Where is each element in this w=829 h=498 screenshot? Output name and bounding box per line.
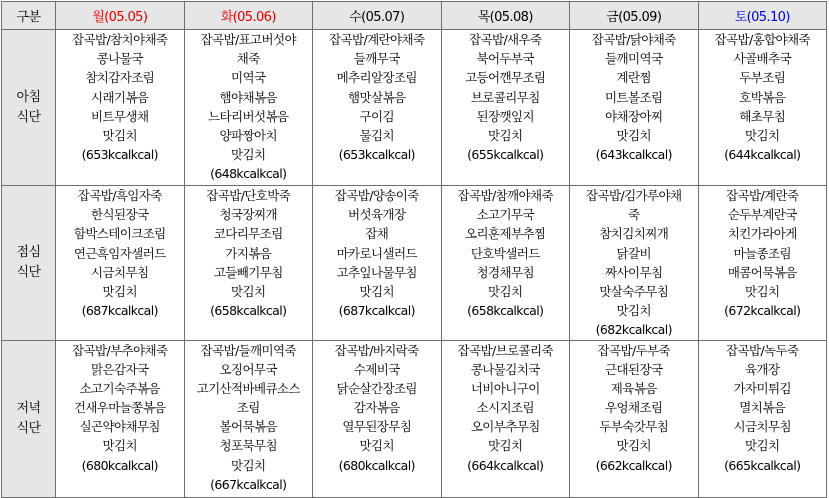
menu-item: 오징어무국 — [219, 361, 277, 377]
menu-item: 건새우마늘쫑볶음 — [73, 400, 166, 416]
menu-item: (667kcalkcal) — [210, 476, 287, 492]
menu-item: 근대된장국 — [605, 361, 663, 377]
meal-label-line: 저녁 — [16, 400, 41, 416]
meal-label-line: 식단 — [16, 264, 41, 280]
menu-item: 닭순살간장조림 — [336, 380, 417, 396]
menu-item: 맛김치 — [231, 283, 266, 299]
menu-cell — [698, 30, 827, 186]
menu-item: 맛김치 — [359, 438, 394, 454]
menu-item: 물김치 — [359, 127, 394, 143]
menu-item: 맛김치 — [745, 438, 780, 454]
menu-item: (658kcalkcal) — [210, 303, 287, 319]
menu-item: 양파짱아치 — [219, 127, 277, 143]
menu-item: 단호박샐러드 — [470, 245, 540, 261]
menu-item: 잡곡밥/계란죽 — [726, 188, 799, 203]
day-header-fri: 금(05.09) — [570, 2, 699, 30]
weekly-menu-table — [1, 1, 827, 498]
menu-item: 소고기숙주볶음 — [79, 380, 160, 396]
menu-item: (644kcalkcal) — [724, 147, 801, 163]
menu-item: 잡곡밥/바지락죽 — [334, 342, 419, 358]
meal-label-lunch — [2, 186, 56, 341]
menu-cell — [570, 30, 699, 186]
menu-item: 마늘종조림 — [733, 245, 791, 261]
menu-item: (680kcalkcal) — [338, 457, 415, 473]
menu-cell — [184, 340, 313, 497]
menu-item: 사골배추국 — [733, 51, 791, 67]
menu-item: 잡곡밥/들깨미역죽 — [200, 342, 296, 358]
menu-item: 고들빼기무침 — [213, 264, 283, 280]
menu-item: 잡곡밥/두부죽 — [597, 342, 670, 358]
menu-item: 청포묵무침 — [219, 438, 277, 454]
menu-item: 맛김치 — [616, 303, 651, 319]
meal-label-line: 아침 — [16, 89, 41, 105]
menu-item: 볼어묵볶음 — [219, 419, 277, 435]
menu-item: (655kcalkcal) — [467, 147, 544, 163]
menu-item: (643kcalkcal) — [595, 147, 672, 163]
menu-cell — [56, 30, 185, 186]
meal-label-dinner — [2, 340, 56, 497]
menu-item: 해초무침 — [739, 108, 786, 124]
breakfast-row — [2, 30, 827, 186]
menu-item: 잡곡밥/참치야채죽 — [72, 32, 168, 47]
day-header-wed: 수(05.07) — [313, 2, 442, 30]
menu-item: (687kcalkcal) — [338, 303, 415, 319]
menu-item: 우엉채조림 — [605, 400, 663, 416]
menu-item: 야채장아찌 — [605, 108, 663, 124]
menu-item: 멸치볶음 — [739, 400, 786, 416]
menu-item: 맛김치 — [231, 457, 266, 473]
menu-item: 맛김치 — [488, 438, 523, 454]
menu-item: (665kcalkcal) — [724, 457, 801, 473]
menu-item: 잡곡밥/단호박죽 — [206, 188, 291, 203]
menu-item: 맛김치 — [488, 283, 523, 299]
menu-item: 메추리알장조림 — [336, 70, 417, 86]
menu-item: 감자볶음 — [353, 400, 400, 416]
menu-item: 제육볶음 — [610, 380, 657, 396]
menu-cell — [56, 186, 185, 341]
menu-item: 코다리무조림 — [213, 226, 283, 242]
menu-item: 소고기무국 — [476, 207, 534, 223]
menu-item: 잡곡밥/계란야채죽 — [329, 32, 425, 47]
menu-item: 오리훈제부추찜 — [465, 226, 546, 242]
menu-cell — [184, 30, 313, 186]
menu-item: 한식된장국 — [91, 207, 149, 223]
menu-item: (664kcalkcal) — [467, 457, 544, 473]
menu-item: 맛김치 — [102, 438, 137, 454]
menu-item: 잡곡밥/부추야채죽 — [72, 342, 168, 358]
menu-item: 채죽 — [236, 51, 260, 67]
menu-item: 된장깻잎지 — [476, 108, 534, 124]
menu-item: (662kcalkcal) — [595, 457, 672, 473]
menu-cell — [698, 340, 827, 497]
menu-item: 시래기볶음 — [91, 89, 149, 105]
menu-cell — [313, 186, 442, 341]
menu-item: 시금치무침 — [91, 264, 149, 280]
menu-item: 잡곡밥/흑임자죽 — [77, 188, 162, 203]
menu-item: 맛김치 — [231, 147, 266, 163]
menu-item: 햄야채볶음 — [219, 89, 277, 105]
menu-item: 버섯육개장 — [348, 207, 406, 223]
meal-label-line: 식단 — [16, 420, 41, 436]
menu-item: 브로콜리무침 — [470, 89, 540, 105]
menu-item: 고기산적바베큐소스 — [196, 380, 300, 396]
menu-item: 미트볼조림 — [605, 89, 663, 105]
menu-item: 맛김치 — [102, 127, 137, 143]
menu-item: 두부조림 — [739, 70, 786, 86]
dinner-row — [2, 340, 827, 497]
meal-label-breakfast — [2, 30, 56, 186]
menu-item: 맛살숙주무침 — [599, 283, 669, 299]
menu-item: 육개장 — [745, 361, 780, 377]
menu-cell — [184, 186, 313, 341]
menu-item: 짜사이무침 — [605, 264, 663, 280]
menu-item: 잡채 — [365, 226, 389, 242]
header-row — [2, 2, 827, 30]
menu-item: (672kcalkcal) — [724, 303, 801, 319]
menu-item: 순두부계란국 — [727, 207, 797, 223]
menu-item: 수제비국 — [353, 361, 400, 377]
menu-item: 구이김 — [359, 108, 394, 124]
menu-item: 호박볶음 — [739, 89, 786, 105]
day-header-sat: 토(05.10) — [698, 2, 827, 30]
menu-item: 실곤약야채무침 — [79, 419, 160, 435]
menu-item: 오이부추무침 — [470, 419, 540, 435]
day-header-thu: 목(05.08) — [441, 2, 570, 30]
menu-item: 맛김치 — [745, 283, 780, 299]
menu-item: 미역국 — [231, 70, 266, 86]
menu-item: 맛김치 — [102, 283, 137, 299]
menu-item: 잡곡밥/브로콜리죽 — [457, 342, 553, 358]
menu-item: 열무된장무침 — [342, 419, 412, 435]
menu-item: 콩나물국 — [96, 51, 143, 67]
menu-item: 함박스테이크조림 — [73, 226, 166, 242]
menu-item: (658kcalkcal) — [467, 303, 544, 319]
menu-item: (687kcalkcal) — [81, 303, 158, 319]
menu-item: 참치감자조림 — [85, 70, 155, 86]
menu-cell — [570, 340, 699, 497]
day-header-mon: 월(05.05) — [56, 2, 185, 30]
menu-item: 청경채무침 — [476, 264, 534, 280]
menu-cell — [441, 186, 570, 341]
menu-item: (680kcalkcal) — [81, 457, 158, 473]
menu-cell — [698, 186, 827, 341]
menu-item: 치킨가라아게 — [727, 226, 797, 242]
menu-item: 잡곡밥/새우죽 — [469, 32, 542, 47]
menu-item: 잡곡밥/녹두죽 — [726, 342, 799, 358]
menu-item: 죽 — [628, 207, 640, 223]
menu-item: 가자미튀김 — [733, 380, 791, 396]
menu-item: 고등어깬무조림 — [465, 70, 546, 86]
menu-item: (653kcalkcal) — [81, 147, 158, 163]
menu-cell — [313, 340, 442, 497]
menu-item: 잡곡밥/참깨야채죽 — [457, 188, 553, 203]
menu-item: 잡곡밥/김가루야채 — [586, 188, 682, 203]
menu-item: 햄맛살볶음 — [348, 89, 406, 105]
lunch-row — [2, 186, 827, 341]
menu-cell — [441, 340, 570, 497]
menu-item: (682kcalkcal) — [595, 322, 672, 338]
menu-cell — [441, 30, 570, 186]
menu-item: 잡곡밥/홍합야채죽 — [714, 32, 810, 47]
menu-item: 북어두부국 — [476, 51, 534, 67]
menu-item: 맛김치 — [745, 127, 780, 143]
menu-item: 계란찜 — [616, 70, 651, 86]
menu-item: 연근흑임자샐러드 — [73, 245, 166, 261]
menu-item: 맑은감자국 — [91, 361, 149, 377]
menu-item: 들깨미역국 — [605, 51, 663, 67]
menu-cell — [56, 340, 185, 497]
menu-cell — [313, 30, 442, 186]
menu-item: 잡곡밥/양송이죽 — [334, 188, 419, 203]
menu-item: 닭갈비 — [616, 245, 651, 261]
menu-item: 소시지조림 — [476, 400, 534, 416]
menu-item: 느타리버섯볶음 — [208, 108, 289, 124]
menu-item: 너비아니구이 — [470, 380, 540, 396]
header-corner: 구분 — [2, 2, 56, 30]
menu-item: (653kcalkcal) — [338, 147, 415, 163]
menu-item: 참치김치찌개 — [599, 226, 669, 242]
menu-item: 마카로니샐러드 — [336, 245, 417, 261]
menu-item: 잡곡밥/표고버섯야 — [200, 32, 296, 47]
menu-item: 시금치무침 — [733, 419, 791, 435]
menu-item: (648kcalkcal) — [210, 166, 287, 182]
menu-item: 청국장찌개 — [219, 207, 277, 223]
meal-label-line: 식단 — [16, 109, 41, 125]
menu-item: 잡곡밥/닭야채죽 — [591, 32, 676, 47]
menu-item: 들깨무국 — [353, 51, 400, 67]
menu-item: 맛김치 — [359, 283, 394, 299]
menu-cell — [570, 186, 699, 341]
menu-item: 맛김치 — [616, 438, 651, 454]
menu-item: 두부숙갓무침 — [599, 419, 669, 435]
day-header-tue: 화(05.06) — [184, 2, 313, 30]
menu-item: 조림 — [236, 400, 260, 416]
menu-item: 매콤어묵볶음 — [727, 264, 797, 280]
menu-item: 가지볶음 — [225, 245, 272, 261]
menu-item: 고추잎나물무침 — [336, 264, 417, 280]
menu-item: 맛김치 — [616, 127, 651, 143]
menu-item: 비트무생채 — [91, 108, 149, 124]
menu-item: 맛김치 — [488, 127, 523, 143]
menu-item: 콩나물김치국 — [470, 361, 540, 377]
meal-label-line: 점심 — [16, 244, 41, 260]
